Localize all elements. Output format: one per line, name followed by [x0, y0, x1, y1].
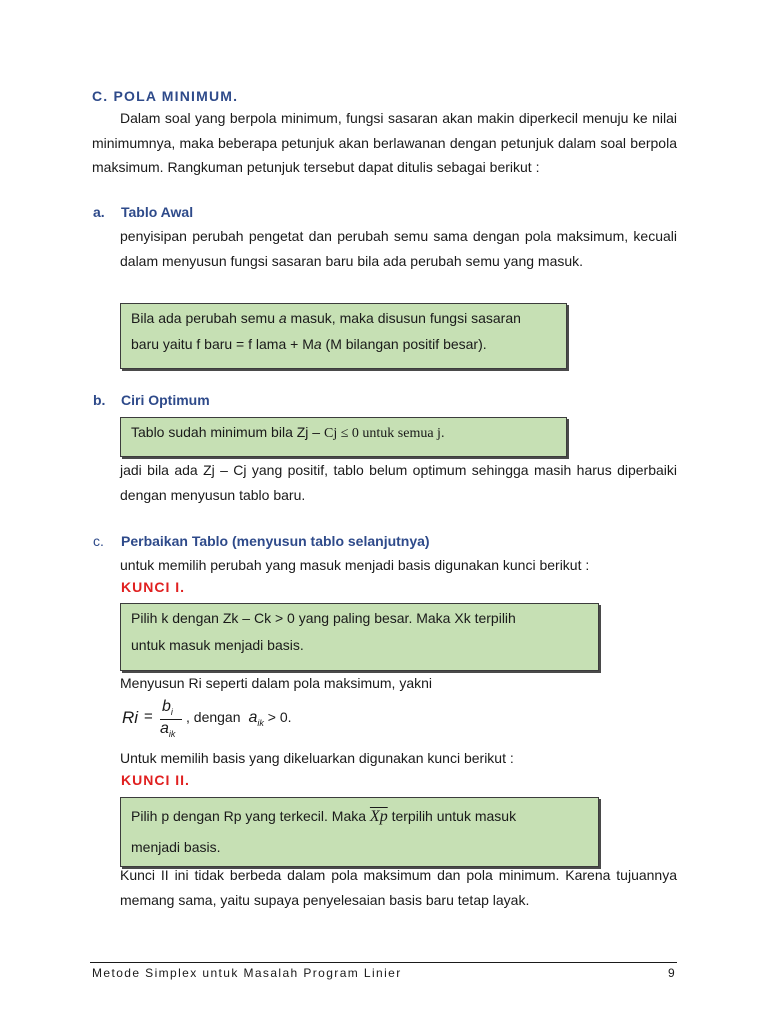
item-c-title: Perbaikan Tablo (menyusun tablo selanjutnya) [121, 533, 430, 549]
kunci-2-box [120, 797, 599, 867]
item-c-text3: Untuk memilih basis yang dikeluarkan digunakan kunci berikut : [120, 750, 514, 766]
item-a-note-line1: Bila ada perubah semu a masuk, maka disusun fungsi sasaran [131, 310, 521, 326]
kunci-1-line1: Pilih k dengan Zk – Ck > 0 yang paling besar. Maka Xk terpilih [131, 610, 516, 626]
item-a-text: penyisipan perubah pengetat dan perubah semu sama dengan pola maksimum, kecuali dalam menyusun fungsi sasaran baru bila ada perubah semu yang masuk. [120, 228, 677, 269]
item-a-note-box [120, 303, 567, 369]
item-c-text1: untuk memilih perubah yang masuk menjadi basis digunakan kunci berikut : [120, 557, 590, 573]
item-b-note-box [120, 417, 567, 457]
kunci-1-label: KUNCI I. [121, 579, 185, 595]
ri-formula [122, 698, 422, 744]
kunci-2-line1: Pilih p dengan Rp yang terkecil. Maka $\overline{Xp}$ terpilih untuk masuk [131, 808, 517, 825]
item-b-marker: b. [93, 392, 106, 408]
item-a-note-line2: baru yaitu f baru = f lama + Ma (M bilangan positif besar). [131, 336, 487, 352]
footer-rule [90, 962, 677, 963]
footer-title: Metode Simplex untuk Masalah Program Linier [92, 966, 402, 980]
intro-paragraph: Dalam soal yang berpola minimum, fungsi sasaran akan makin diperkecil menuju ke nilai minimumnya, maka beberapa petunjuk akan berlawanan dengan petunjuk dalam soal berpola maksimum. Rangkuman petunjuk tersebut dapat ditulis sebagai berikut : [92, 110, 677, 175]
page-number: 9 [668, 966, 675, 980]
kunci-1-box [120, 603, 599, 671]
formula-equals: = [144, 708, 153, 725]
item-c-text2: Menyusun Ri seperti dalam pola maksimum, yakni [120, 675, 433, 691]
item-a-title: Tablo Awal [121, 204, 194, 220]
kunci-1-line2: untuk masuk menjadi basis. [131, 637, 304, 653]
item-b-note-line: Tablo sudah minimum bila Zj – Cj ≤ 0 untuk semua j. [131, 424, 445, 441]
section-heading: C. POLA MINIMUM. [92, 88, 239, 104]
formula-condition: , dengan $a_{ik} > 0$. [186, 709, 292, 728]
formula-numerator: $b_i$ [162, 698, 173, 718]
item-a-marker: a. [93, 204, 105, 220]
item-c-text4: Kunci II ini tidak berbeda dalam pola maksimum dan pola minimum. Karena tujuannya memang sama, yaitu supaya penyelesaian basis baru tetap layak. [120, 867, 677, 908]
xp-overline-var: $\overline{Xp}$ [369, 808, 388, 825]
formula-lhs: Ri [122, 708, 139, 727]
item-b-title: Ciri Optimum [121, 392, 210, 408]
kunci-2-line2: menjadi basis. [131, 839, 221, 855]
formula-denominator: $a_{ik}$ [160, 720, 176, 740]
item-b-text: jadi bila ada Zj – Cj yang positif, tablo belum optimum sehingga masih harus diperbaiki dengan menyusun tablo baru. [120, 462, 677, 503]
item-c-marker: c. [93, 533, 104, 549]
kunci-2-label: KUNCI II. [121, 772, 190, 788]
